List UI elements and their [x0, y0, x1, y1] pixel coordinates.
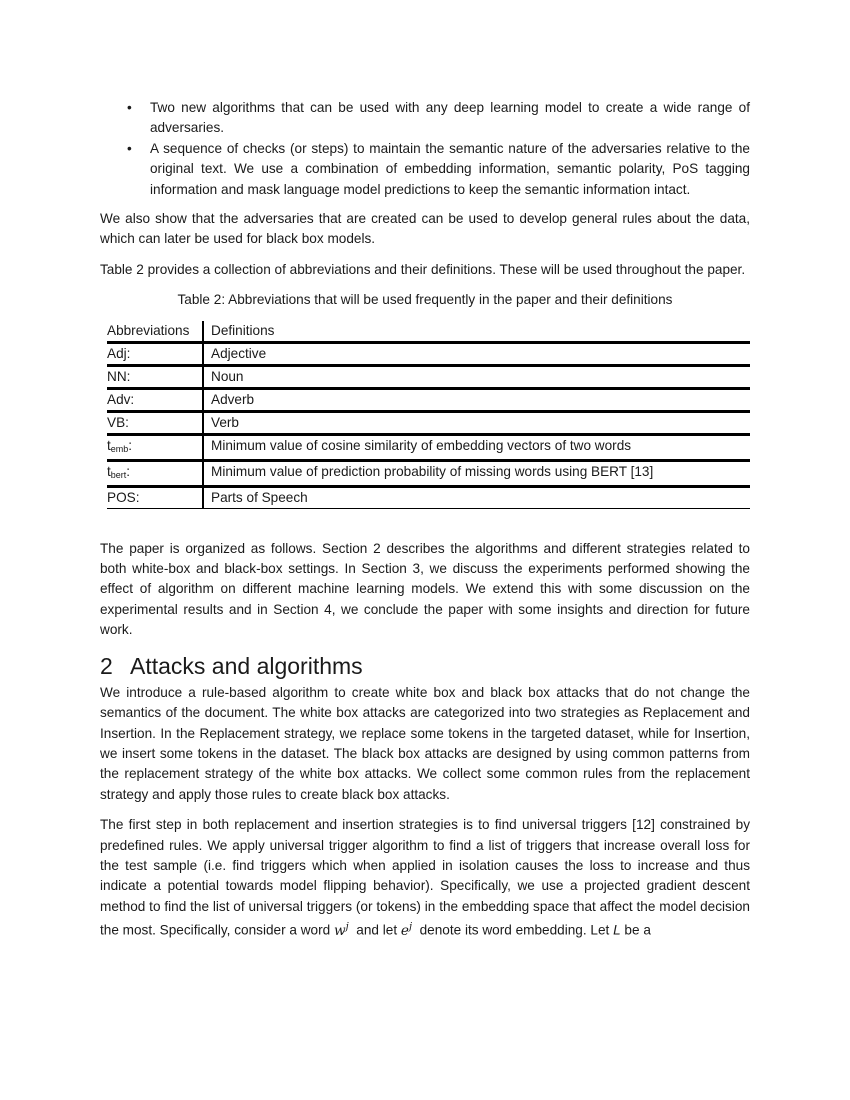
table-header-cell: Abbreviations [107, 321, 203, 343]
abbr-cell: VB: [107, 411, 203, 434]
definition-cell: Noun [203, 365, 750, 388]
math-var-L: L [613, 922, 621, 938]
abbreviations-table [107, 321, 750, 509]
table-row [107, 411, 750, 434]
paragraph: We also show that the adversaries that are created can be used to develop general rules about the data, which can later be used for black box models. [100, 211, 750, 247]
abbr-suffix: : [126, 463, 131, 479]
table-header-cell: Definitions [203, 321, 750, 343]
math-var-e: $e^j$ [400, 921, 413, 939]
paragraph-text: be a [624, 922, 651, 938]
bullet-icon: • [127, 140, 132, 156]
abbr-cell: NN: [107, 365, 203, 388]
page-content [100, 98, 750, 951]
table-row [107, 365, 750, 388]
abbr-cell: Adv: [107, 388, 203, 411]
abbr-base: t [107, 463, 111, 479]
bullet-icon: • [127, 100, 132, 115]
list-item [100, 139, 750, 200]
abbr-subscript: emb [110, 443, 129, 454]
bullet-text: Two new algorithms that can be used with any deep learning model to create a wide range of adversaries. [150, 100, 750, 136]
bullet-text: A sequence of checks (or steps) to maintain the semantic nature of the adversaries relative to the original text. We use a combination of embedding information, semantic polarity, PoS tagging information and mask language model predictions to keep the semantic information intact. [150, 140, 750, 197]
definition-cell: Adverb [203, 388, 750, 411]
section-number: 2 [100, 652, 113, 679]
abbr-subscript: bert [110, 469, 127, 480]
paragraph-text: and let [356, 922, 398, 938]
definition-cell: Minimum value of prediction probability of missing words using BERT [13] [203, 460, 750, 486]
table-row [107, 388, 750, 411]
definition-cell: Adjective [203, 342, 750, 365]
table-header-row [107, 321, 750, 343]
section-title: Attacks and algorithms [130, 652, 363, 679]
math-var-w: $w^j$ [333, 921, 349, 939]
paragraph: We introduce a rule-based algorithm to create white box and black box attacks that do not change the semantics of the document. The white box attacks are categorized into two strategies as Replacement and Insertion. In the Replacement strategy, we replace some tokens in the targeted dataset, while for Insertion, we insert some tokens in the dataset. The black box attacks are designed by using common patterns from the replacement strategy of the white box attacks. We collect some common rules from the replacement strategy and apply those rules to create black box attacks. [100, 684, 750, 802]
paragraph: The paper is organized as follows. Section 2 describes the algorithms and different strategies related to both white-box and black-box settings. In Section 3, we discuss the experiments performed showing the effect of algorithm on different machine learning models. We extend this with some discussion on the experimental results and in Section 4, we conclude the paper with some insights and direction for future work. [100, 540, 750, 638]
definition-cell: Minimum value of cosine similarity of embedding vectors of two words [203, 434, 750, 460]
definition-cell: Parts of Speech [203, 486, 750, 508]
abbr-base: t [107, 437, 111, 453]
definition-cell: Verb [203, 411, 750, 434]
abbr-cell: POS: [107, 486, 203, 508]
table-row [107, 486, 750, 508]
abbr-suffix: : [128, 437, 133, 453]
table-row [107, 434, 750, 460]
paragraph: Table 2 provides a collection of abbreviations and their definitions. These will be used throughout the paper. [100, 261, 746, 277]
abbr-cell: Adj: [107, 342, 203, 365]
table-row [107, 460, 750, 486]
abbr-cell [107, 460, 203, 486]
list-item [100, 98, 750, 139]
paragraph [100, 815, 750, 941]
section-heading [100, 651, 750, 681]
contribution-list [100, 98, 750, 200]
abbr-cell [107, 434, 203, 460]
paragraph-text: denote its word embedding. Let [419, 922, 610, 938]
table-caption: Table 2: Abbreviations that will be used frequently in the paper and their definitions [177, 292, 673, 308]
paragraph-text: The first step in both replacement and insertion strategies is to find universal triggers [12] constrained by predefined rules. We apply universal trigger algorithm to find a list of triggers that increase overall loss for the test sample (i.e. find triggers which when applied in isolation causes the loss to increase and thus indicate a potential towards model flipping behavior). Specifically, we use a projected gradient descent method to find the list of universal triggers (or tokens) in the embedding space that affect the model decision the most. Specifically, consider a word [100, 817, 750, 938]
table-row [107, 342, 750, 365]
